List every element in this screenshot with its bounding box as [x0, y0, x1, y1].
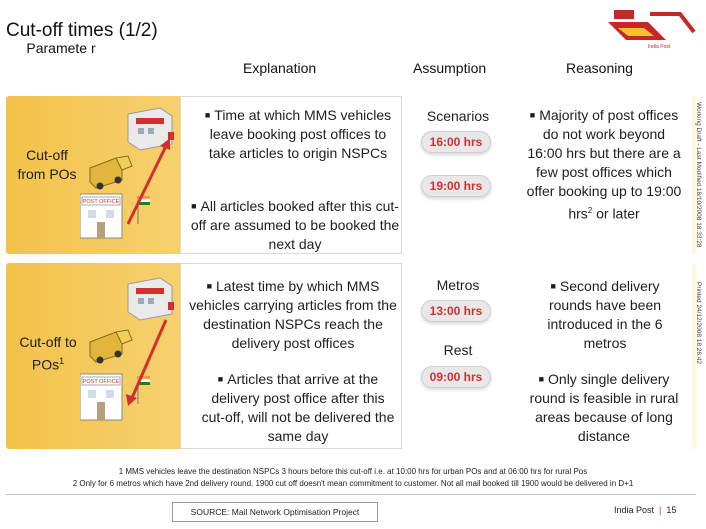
reasoning-bullet: ■ Second delivery rounds have been introduced in the 6 metros	[547, 278, 663, 351]
post-office-sign: POST OFFICE	[82, 379, 120, 385]
time-pill: 09:00 hrs	[421, 366, 491, 388]
footnote-2: 2 Only for 6 metros which have 2nd delivery round. 1900 cut off doesn't mean commitment to customer. Not all mail booked till 1900 would be delivered in D+1	[72, 479, 634, 488]
page-title: Cut-off times (1/2)	[6, 20, 158, 41]
time-pill: 19:00 hrs	[421, 175, 491, 197]
explanation-bullet: ■ Latest time by which MMS vehicles carrying articles from the destination NSPCs reach the delivery post offices	[189, 278, 397, 351]
mail-truck-icon	[90, 156, 132, 190]
source-box: SOURCE: Mail Network Optimisation Project	[172, 502, 378, 522]
illustration-po-to-nspc	[80, 104, 180, 250]
post-office-icon	[80, 194, 122, 238]
page-number: 15	[666, 505, 677, 515]
column-header-assumption: Assumption	[413, 60, 487, 76]
nspc-building-icon	[128, 278, 174, 320]
logo-tagline: India Post	[648, 44, 671, 50]
explanation-bullet: ■ Time at which MMS vehicles leave booking post offices to take articles to origin NSPCs	[204, 107, 392, 161]
time-pill: 13:00 hrs	[421, 300, 491, 322]
side-note-printed: Printed 24/12/2008 18:26:42	[695, 282, 702, 365]
india-post-logo	[588, 8, 700, 50]
row-label-cutoff-to: Cut-off to POs$^1$	[19, 334, 77, 373]
assumption-label-rest: Rest	[443, 342, 473, 358]
assumption-label-metros: Metros	[436, 277, 480, 293]
arrow-down-left-icon	[126, 320, 166, 406]
explanation-bullet: ■ Articles that arrive at the delivery post office after this cut-off, will not be delivered the same day	[201, 371, 395, 444]
reasoning-bullet: ■ Only single delivery round is feasible in rural areas because of long distance	[529, 371, 679, 444]
reasoning-bullet: ■ Majority of post offices do not work beyond 16:00 hrs but there are a few post offices which offer booking up to 19:00 hrs$^2$ or later	[526, 107, 682, 222]
post-office-sign: POST OFFICE	[82, 199, 120, 205]
column-header-explanation: Explanation	[243, 60, 317, 76]
post-office-icon	[80, 374, 122, 420]
side-note-working-draft: Working Draft - Last Modified 18/10/2008 18:33:28	[695, 102, 702, 248]
explanation-bullet: ■ All articles booked after this cut-off are assumed to be booked the next day	[190, 198, 400, 252]
arrow-up-right-icon	[128, 138, 170, 224]
footnote-1: 1 MMS vehicles leave the destination NSPCs 3 hours before this cut-off i.e. at 10:00 hrs for urban POs and at 06:00 hrs for rural Pos	[118, 467, 588, 476]
time-pill: 16:00 hrs	[421, 131, 491, 153]
mail-truck-icon	[90, 330, 132, 364]
page-footer: India Post | 15	[614, 505, 677, 515]
assumption-label-scenarios: Scenarios	[426, 108, 490, 124]
footer-rule	[6, 494, 696, 495]
row-label-cutoff-from: Cut-off from POs	[17, 147, 77, 182]
column-header-reasoning: Reasoning	[566, 60, 633, 76]
illustration-nspc-to-po	[80, 274, 180, 444]
column-header-parameter: Paramete r	[26, 40, 96, 56]
